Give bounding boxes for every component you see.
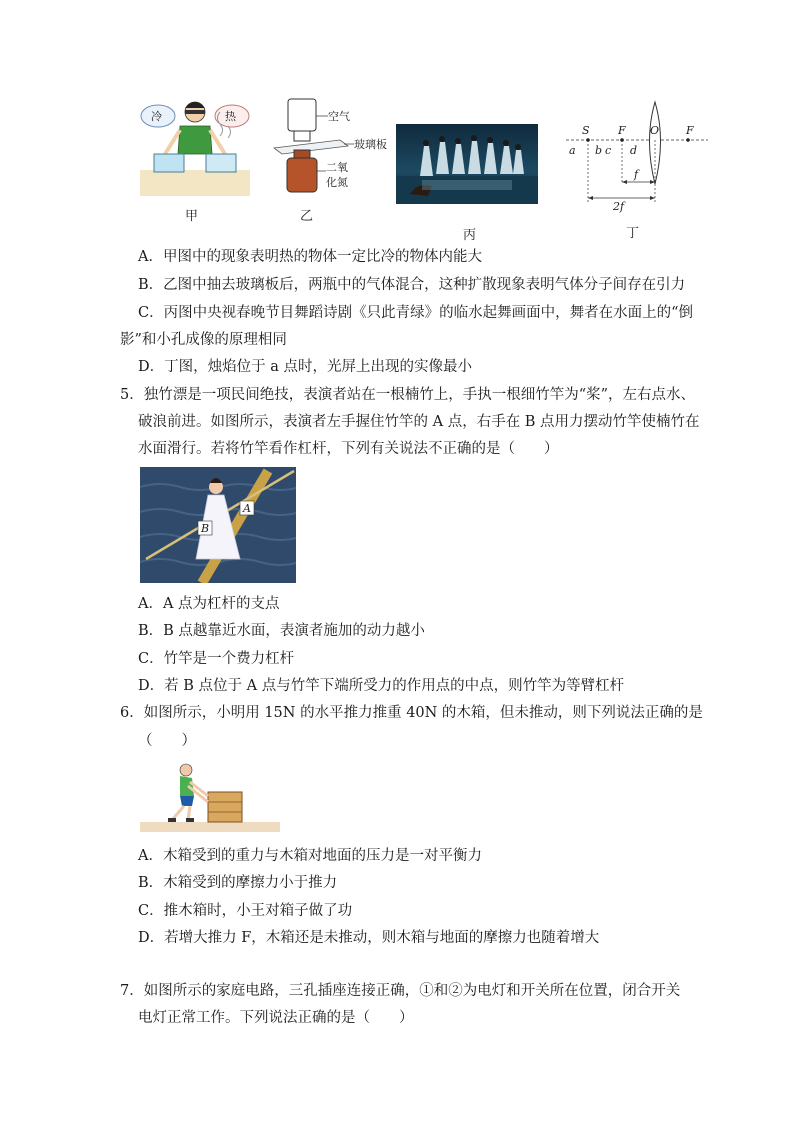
lens-diagram bbox=[562, 98, 712, 218]
figure-bing-caption: 丙 bbox=[463, 228, 477, 243]
q4-option-b: B．乙图中抽去玻璃板后，两瓶中的气体混合，这种扩散现象表明气体分子间存在引力 bbox=[138, 277, 686, 293]
label-2f: 2f bbox=[613, 200, 625, 213]
q4-option-d: D．丁图，烛焰位于 a 点时，光屏上出现的实像最小 bbox=[138, 359, 472, 375]
q5-stem-line2: 破浪前进。如图所示，表演者左手握住竹竿的 A 点，右手在 B 点用力摆动竹竿使楠竹在 bbox=[138, 414, 700, 430]
label-c: c bbox=[605, 144, 612, 157]
q5-option-c: C．竹竿是一个费力杠杆 bbox=[138, 651, 295, 667]
q6-option-c: C．推木箱时，小王对箱子做了功 bbox=[138, 903, 353, 919]
cold-label: 冷 bbox=[151, 110, 162, 123]
q7-stem-line2: 电灯正常工作。下列说法正确的是（ ） bbox=[138, 1010, 414, 1026]
label-b: b bbox=[595, 144, 603, 157]
q6-stem-line2: （ ） bbox=[138, 733, 196, 749]
figure-yi bbox=[270, 96, 390, 198]
label-B-point: B bbox=[201, 522, 210, 535]
bamboo-rafting-image bbox=[140, 467, 296, 583]
q7-stem-line1: 7．如图所示的家庭电路，三孔插座连接正确，①和②为电灯和开关所在位置，闭合开关 bbox=[120, 983, 681, 999]
q4-option-a: A．甲图中的现象表明热的物体一定比冷的物体内能大 bbox=[138, 249, 482, 265]
q5-photo bbox=[140, 467, 296, 583]
q6-stem-line1: 6．如图所示，小明用 15N 的水平推力推重 40N 的木箱，但未推动，则下列说法正确的是 bbox=[120, 705, 703, 721]
label-F-right: F bbox=[686, 124, 694, 137]
dance-stage-image bbox=[396, 124, 538, 204]
q5-stem-line1: 5．独竹漂是一项民间绝技，表演者站在一根楠竹上，手执一根细竹竿为“桨”，左右点水、 bbox=[120, 387, 696, 403]
q4-option-c-cont: 影”和小孔成像的原理相同 bbox=[120, 332, 287, 348]
label-d: d bbox=[630, 144, 638, 157]
q6-option-a: A．木箱受到的重力与木箱对地面的压力是一对平衡力 bbox=[138, 848, 482, 864]
label-f: f bbox=[634, 168, 639, 181]
label-S: S bbox=[582, 124, 590, 137]
figure-ding bbox=[562, 98, 712, 218]
no2-label-line2: 化氮 bbox=[326, 176, 348, 189]
hot-label: 热 bbox=[225, 110, 236, 123]
figure-yi-caption: 乙 bbox=[300, 209, 314, 224]
label-A-point: A bbox=[243, 502, 251, 515]
figure-jia bbox=[140, 96, 250, 196]
air-label: 空气 bbox=[328, 110, 350, 123]
q5-option-b: B．B 点越靠近水面，表演者施加的动力越小 bbox=[138, 623, 425, 639]
q6-option-d: D．若增大推力 F，木箱还是未推动，则木箱与地面的摩擦力也随着增大 bbox=[138, 930, 600, 946]
figure-jia-caption: 甲 bbox=[185, 209, 199, 224]
label-O: O bbox=[650, 124, 660, 137]
q5-option-d: D．若 B 点位于 A 点与竹竿下端所受力的作用点的中点，则竹竿为等臂杠杆 bbox=[138, 678, 625, 694]
label-a: a bbox=[569, 144, 576, 157]
label-F-left: F bbox=[618, 124, 626, 137]
q4-option-c: C．丙图中央视春晚节目舞蹈诗剧《只此青绿》的临水起舞画面中，舞者在水面上的“倒 bbox=[138, 305, 694, 321]
figure-ding-caption: 丁 bbox=[626, 226, 640, 241]
q5-option-a: A．A 点为杠杆的支点 bbox=[138, 596, 280, 612]
q6-figure bbox=[140, 760, 280, 832]
figure-yi-illustration bbox=[270, 96, 390, 198]
figure-jia-illustration bbox=[140, 96, 250, 196]
push-box-illustration bbox=[140, 760, 280, 832]
q5-stem-line3: 水面滑行。若将竹竿看作杠杆，下列有关说法不正确的是（ ） bbox=[138, 441, 559, 457]
no2-label-line1: 二氧 bbox=[326, 161, 348, 174]
glass-plate-label: 玻璃板 bbox=[354, 138, 387, 151]
q6-option-b: B．木箱受到的摩擦力小于推力 bbox=[138, 875, 338, 891]
figure-bing-photo bbox=[396, 124, 538, 204]
